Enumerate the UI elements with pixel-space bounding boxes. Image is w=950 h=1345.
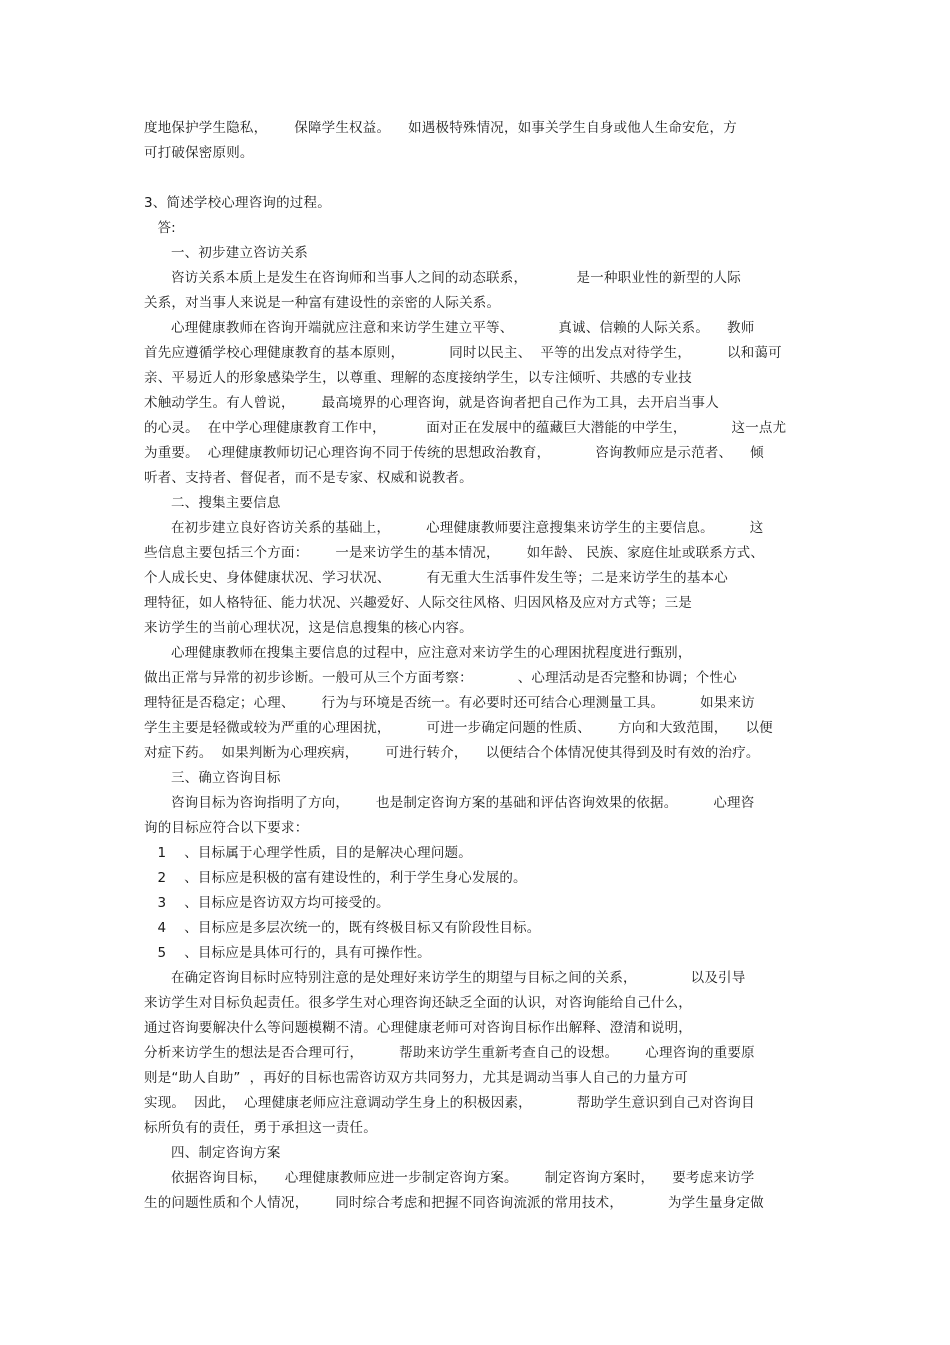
text-line: 标所负有的责任，勇于承担这一责任。 [144, 1120, 377, 1136]
section-heading-4: 四、制定咨询方案 [144, 1145, 281, 1161]
answer-label: 答: [144, 220, 176, 236]
text-line: 为重要。 心理健康教师切记心理咨询不同于传统的思想政治教育， 咨询教师应是示范者、 倾 [144, 445, 764, 461]
text-line: 的心灵。 在中学心理健康教育工作中， 面对正在发展中的蕴藏巨大潜能的中学生， 这一点尤 [144, 420, 787, 436]
text-line: 实现。 因此， 心理健康老师应注意调动学生身上的积极因素， 帮助学生意识到自己对咨询目 [144, 1095, 755, 1111]
list-item: 4 、目标应是多层次统一的，既有终极目标又有阶段性目标。 [144, 920, 541, 936]
list-item: 5 、目标应是具体可行的，具有可操作性。 [144, 945, 431, 961]
section-heading-1: 一、初步建立咨访关系 [144, 245, 308, 261]
text-line: 依据咨询目标， 心理健康教师应进一步制定咨询方案。 制定咨询方案时， 要考虑来访学 [144, 1170, 755, 1186]
text-line: 做出正常与异常的初步诊断。一般可从三个方面考察： 、心理活动是否完整和协调；个性心 [144, 670, 737, 686]
text-line: 对症下药。 如果判断为心理疾病， 可进行转介， 以便结合个体情况使其得到及时有效的治疗。 [144, 745, 760, 761]
text-line: 来访学生对目标负起责任。很多学生对心理咨询还缺乏全面的认识，对咨询能给自己什么， [144, 995, 692, 1011]
question-heading: 3、简述学校心理咨询的过程。 [144, 195, 331, 211]
text-line: 在确定咨询目标时应特别注意的是处理好来访学生的期望与目标之间的关系， 以及引导 [144, 970, 746, 986]
text-line: 则是“助人自助” ，再好的目标也需咨访双方共同努力，尤其是调动当事人自己的力量方可 [144, 1070, 688, 1086]
text-line: 来访学生的当前心理状况，这是信息搜集的核心内容。 [144, 620, 473, 636]
text-line: 度地保护学生隐私， 保障学生权益。 如遇极特殊情况，如事关学生自身或他人生命安危，方 [144, 120, 737, 136]
text-line: 可打破保密原则。 [144, 145, 254, 161]
text-line: 心理健康教师在搜集主要信息的过程中，应注意对来访学生的心理困扰程度进行甄别， [144, 645, 692, 661]
text-line: 理特征，如人格特征、能力状况、兴趣爱好、人际交往风格、归因风格及应对方式等；三是 [144, 595, 692, 611]
list-item: 1 、目标属于心理学性质，目的是解决心理问题。 [144, 845, 472, 861]
section-heading-2: 二、搜集主要信息 [144, 495, 281, 511]
list-item: 2 、目标应是积极的富有建设性的，利于学生身心发展的。 [144, 870, 527, 886]
text-line: 听者、支持者、督促者，而不是专家、权威和说教者。 [144, 470, 473, 486]
text-line: 询的目标应符合以下要求： [144, 820, 309, 836]
text-line: 关系，对当事人来说是一种富有建设性的亲密的人际关系。 [144, 295, 501, 311]
text-line: 个人成长史、身体健康状况、学习状况、 有无重大生活事件发生等；二是来访学生的基本心 [144, 570, 728, 586]
text-line: 咨访关系本质上是发生在咨询师和当事人之间的动态联系， 是一种职业性的新型的人际 [144, 270, 741, 286]
text-line: 学生主要是轻微或较为严重的心理困扰， 可进一步确定问题的性质、 方向和大致范围， 以便 [144, 720, 773, 736]
text-line: 生的问题性质和个人情况， 同时综合考虑和把握不同咨询流派的常用技术， 为学生量身定做 [144, 1195, 764, 1211]
text-line: 理特征是否稳定；心理、 行为与环境是否统一。有必要时还可结合心理测量工具。 如果来访 [144, 695, 755, 711]
list-item: 3 、目标应是咨访双方均可接受的。 [144, 895, 390, 911]
text-line: 些信息主要包括三个方面： 一是来访学生的基本情况， 如年龄、 民族、家庭住址或联系方式、 [144, 545, 765, 561]
section-heading-3: 三、确立咨询目标 [144, 770, 281, 786]
text-line: 在初步建立良好咨访关系的基础上， 心理健康教师要注意搜集来访学生的主要信息。 这 [144, 520, 764, 536]
text-line: 心理健康教师在咨询开端就应注意和来访学生建立平等、 真诚、信赖的人际关系。 教师 [144, 320, 755, 336]
text-line: 亲、平易近人的形象感染学生，以尊重、理解的态度接纳学生，以专注倾听、共感的专业技 [144, 370, 692, 386]
text-line: 咨询目标为咨询指明了方向， 也是制定咨询方案的基础和评估咨询效果的依据。 心理咨 [144, 795, 755, 811]
text-line: 首先应遵循学校心理健康教育的基本原则， 同时以民主、 平等的出发点对待学生， 以和蔼可 [144, 345, 782, 361]
text-line: 术触动学生。有人曾说， 最高境界的心理咨询，就是咨询者把自己作为工具，去开启当事人 [144, 395, 719, 411]
text-line: 分析来访学生的想法是否合理可行， 帮助来访学生重新考查自己的设想。 心理咨询的重要原 [144, 1045, 755, 1061]
text-line: 通过咨询要解决什么等问题模糊不清。心理健康老师可对咨询目标作出解释、澄清和说明， [144, 1020, 692, 1036]
